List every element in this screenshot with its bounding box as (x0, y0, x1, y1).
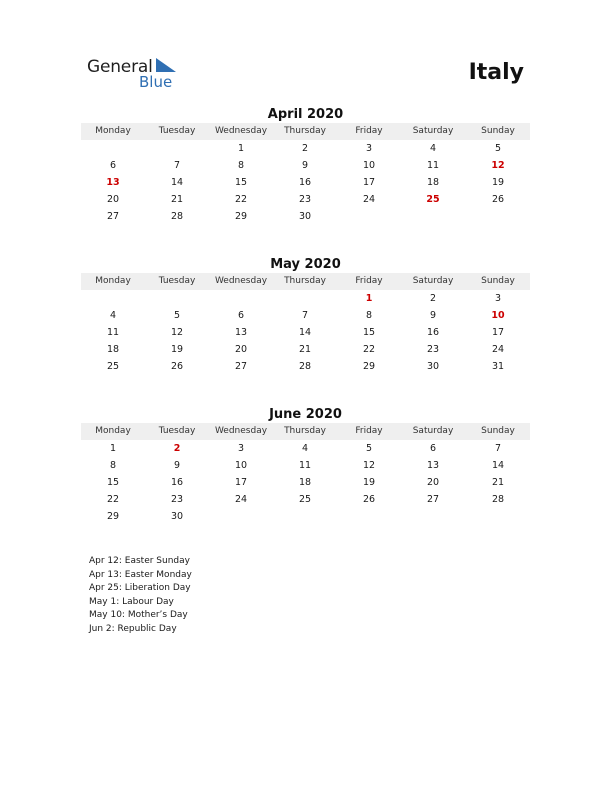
day-cell: 26 (170, 361, 184, 372)
holiday-day-cell: 10 (491, 310, 505, 321)
day-cell: 4 (429, 143, 437, 154)
day-cell: 11 (298, 460, 312, 471)
day-cell: 30 (298, 211, 312, 222)
weekday-header: Monday (95, 276, 131, 286)
week-row (81, 474, 530, 491)
day-cell: 3 (237, 443, 245, 454)
day-cell: 30 (426, 361, 440, 372)
day-cell: 31 (491, 361, 505, 372)
day-cell: 25 (298, 494, 312, 505)
logo-blue-text: Blue (139, 73, 173, 91)
day-cell: 11 (106, 327, 120, 338)
day-cell: 4 (109, 310, 117, 321)
day-cell (209, 290, 273, 307)
weekday-header: Saturday (412, 426, 454, 436)
day-cell: 20 (106, 194, 120, 205)
holiday-item: Jun 2: Republic Day (89, 623, 177, 634)
weekday-header: Saturday (412, 276, 454, 286)
day-cell: 26 (491, 194, 505, 205)
day-cell (466, 508, 530, 525)
day-cell: 19 (491, 177, 505, 188)
day-cell: 10 (362, 160, 376, 171)
month-title: May 2020 (270, 257, 341, 272)
holiday-day-cell: 25 (426, 194, 440, 205)
day-cell: 17 (362, 177, 376, 188)
weekday-header-row (81, 123, 530, 140)
holiday-day-cell: 13 (106, 177, 120, 188)
day-cell: 18 (426, 177, 440, 188)
holiday-item: Apr 25: Liberation Day (89, 583, 191, 594)
day-cell: 3 (365, 143, 373, 154)
day-cell: 8 (109, 460, 117, 471)
day-cell: 9 (301, 160, 309, 171)
weekday-header-row (81, 273, 530, 290)
weekday-header: Friday (355, 126, 383, 136)
day-cell: 22 (234, 194, 248, 205)
day-cell: 28 (491, 494, 505, 505)
holiday-day-cell: 12 (491, 160, 505, 171)
day-cell (145, 140, 209, 157)
weekday-header: Tuesday (158, 426, 196, 436)
week-row (81, 174, 530, 191)
day-cell: 8 (237, 160, 245, 171)
day-cell: 25 (106, 361, 120, 372)
day-cell: 29 (234, 211, 248, 222)
holiday-item: Apr 12: Easter Sunday (89, 556, 190, 566)
holiday-item: Apr 13: Easter Monday (89, 569, 192, 580)
day-cell (466, 208, 530, 225)
day-cell: 24 (491, 344, 505, 355)
day-cell: 28 (298, 361, 312, 372)
day-cell: 16 (170, 477, 184, 488)
weekday-header: Tuesday (158, 276, 196, 286)
day-cell: 14 (170, 177, 184, 188)
week-row (81, 508, 530, 525)
week-row (81, 491, 530, 508)
day-cell (81, 140, 145, 157)
day-cell: 13 (426, 460, 440, 471)
weekday-header: Wednesday (214, 276, 268, 286)
week-row (81, 140, 530, 157)
weekday-header: Wednesday (214, 426, 268, 436)
day-cell: 17 (491, 327, 505, 338)
country-title: Italy (468, 60, 524, 85)
day-cell: 7 (301, 310, 309, 321)
day-cell: 29 (106, 511, 120, 522)
day-cell: 30 (170, 511, 184, 522)
day-cell: 19 (170, 344, 184, 355)
week-row (81, 307, 530, 324)
logo-flag-icon (156, 58, 176, 72)
day-cell: 9 (429, 310, 437, 321)
day-cell: 3 (494, 293, 502, 304)
day-cell: 17 (234, 477, 248, 488)
month-title: April 2020 (267, 107, 344, 122)
day-cell: 6 (429, 443, 437, 454)
weekday-header: Sunday (481, 126, 515, 136)
day-cell: 16 (298, 177, 312, 188)
day-cell: 27 (106, 211, 120, 222)
holiday-item: May 10: Mother’s Day (89, 610, 188, 621)
day-cell: 20 (426, 477, 440, 488)
week-row (81, 157, 530, 174)
day-cell: 6 (237, 310, 245, 321)
weekday-header: Saturday (412, 126, 454, 136)
day-cell: 2 (301, 143, 309, 154)
weekday-header: Friday (355, 276, 383, 286)
day-cell: 10 (234, 460, 248, 471)
day-cell: 5 (173, 310, 181, 321)
day-cell (273, 508, 337, 525)
day-cell: 12 (362, 460, 376, 471)
week-row (81, 324, 530, 341)
logo-general-text: General (87, 57, 153, 77)
day-cell: 12 (170, 327, 184, 338)
day-cell: 13 (234, 327, 248, 338)
day-cell: 18 (106, 344, 120, 355)
day-cell: 15 (106, 477, 120, 488)
day-cell: 6 (109, 160, 117, 171)
day-cell: 7 (173, 160, 181, 171)
day-cell: 21 (491, 477, 505, 488)
day-cell: 5 (365, 443, 373, 454)
day-cell: 5 (494, 143, 502, 154)
week-row (81, 457, 530, 474)
day-cell: 14 (298, 327, 312, 338)
day-cell: 22 (106, 494, 120, 505)
day-cell: 29 (362, 361, 376, 372)
day-cell (401, 208, 465, 225)
week-row (81, 290, 530, 307)
holiday-list (89, 555, 192, 637)
holiday-day-cell: 2 (173, 443, 181, 454)
day-cell: 19 (362, 477, 376, 488)
day-cell: 23 (298, 194, 312, 205)
weekday-header: Wednesday (214, 126, 268, 136)
weekday-header: Sunday (481, 426, 515, 436)
week-row (81, 191, 530, 208)
generalblue-logo (87, 57, 197, 93)
day-cell: 14 (491, 460, 505, 471)
weekday-header: Monday (95, 126, 131, 136)
day-cell: 21 (298, 344, 312, 355)
day-cell: 15 (234, 177, 248, 188)
day-cell: 21 (170, 194, 184, 205)
day-cell (145, 290, 209, 307)
weekday-header: Monday (95, 426, 131, 436)
day-cell: 2 (429, 293, 437, 304)
week-row (81, 341, 530, 358)
weekday-header: Sunday (481, 276, 515, 286)
day-cell (273, 290, 337, 307)
weekday-header: Thursday (284, 426, 326, 436)
weekday-header: Thursday (284, 276, 326, 286)
day-cell: 23 (170, 494, 184, 505)
day-cell (337, 508, 401, 525)
day-cell: 7 (494, 443, 502, 454)
day-cell: 24 (234, 494, 248, 505)
day-cell: 9 (173, 460, 181, 471)
day-cell: 23 (426, 344, 440, 355)
day-cell: 27 (426, 494, 440, 505)
weekday-header: Friday (355, 426, 383, 436)
holiday-day-cell: 1 (365, 293, 373, 304)
week-row (81, 208, 530, 225)
day-cell: 11 (426, 160, 440, 171)
weekday-header-row (81, 423, 530, 440)
day-cell: 22 (362, 344, 376, 355)
day-cell (209, 508, 273, 525)
weekday-header: Tuesday (158, 126, 196, 136)
weekday-header: Thursday (284, 126, 326, 136)
day-cell: 16 (426, 327, 440, 338)
day-cell: 18 (298, 477, 312, 488)
day-cell: 8 (365, 310, 373, 321)
day-cell: 1 (237, 143, 245, 154)
month-title: June 2020 (269, 407, 342, 422)
day-cell: 1 (109, 443, 117, 454)
day-cell: 26 (362, 494, 376, 505)
day-cell (81, 290, 145, 307)
day-cell: 20 (234, 344, 248, 355)
day-cell: 15 (362, 327, 376, 338)
day-cell: 24 (362, 194, 376, 205)
day-cell: 28 (170, 211, 184, 222)
holiday-item: May 1: Labour Day (89, 596, 174, 607)
day-cell: 4 (301, 443, 309, 454)
day-cell: 27 (234, 361, 248, 372)
week-row (81, 440, 530, 457)
day-cell (337, 208, 401, 225)
week-row (81, 358, 530, 375)
day-cell (401, 508, 465, 525)
